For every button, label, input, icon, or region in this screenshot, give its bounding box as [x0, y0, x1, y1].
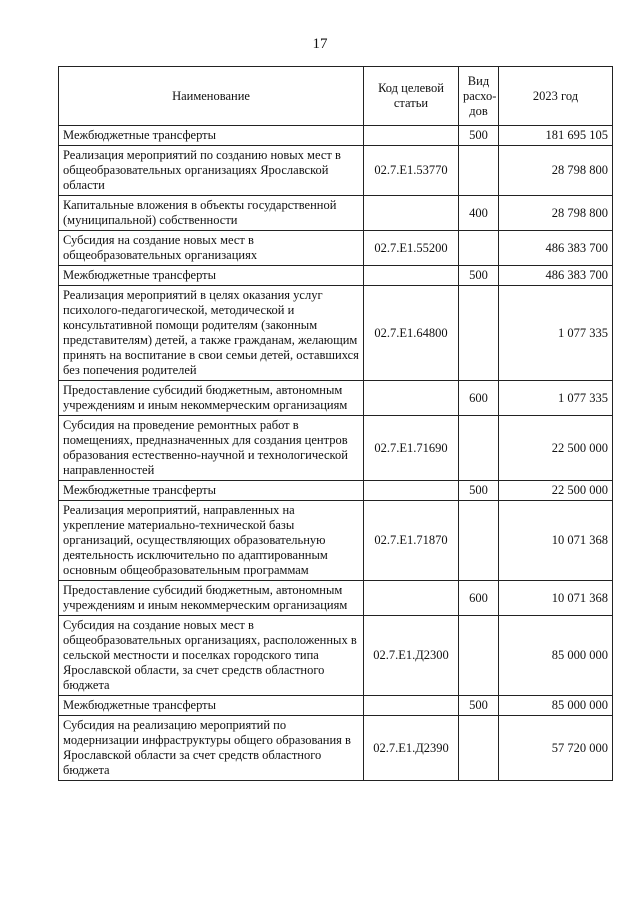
- name-cell: Предоставление субсидий бюджетным, автономным учреждениям и иным некоммерческим организациям: [59, 381, 364, 416]
- name-cell: Реализация мероприятий, направленных на укрепление материально-технической базы организаций, осуществляющих образовательную деятельность исключительно по адаптированным основным общеобразовательным программам: [59, 501, 364, 581]
- kind-cell: 400: [459, 196, 499, 231]
- table-row: [59, 501, 613, 581]
- kind-cell: 500: [459, 126, 499, 146]
- code-cell: [364, 266, 459, 286]
- amount-cell: 10 071 368: [499, 501, 613, 581]
- table-row: [59, 196, 613, 231]
- name-cell: Реализация мероприятий по созданию новых мест в общеобразовательных организациях Ярославской области: [59, 146, 364, 196]
- header-name: Наименование: [59, 67, 364, 126]
- kind-cell: [459, 416, 499, 481]
- amount-cell: 1 077 335: [499, 381, 613, 416]
- table-row: [59, 266, 613, 286]
- kind-cell: 600: [459, 581, 499, 616]
- table-row: [59, 286, 613, 381]
- amount-cell: 10 071 368: [499, 581, 613, 616]
- kind-cell: 500: [459, 481, 499, 501]
- table-row: [59, 126, 613, 146]
- code-cell: [364, 381, 459, 416]
- table-header-row: [59, 67, 613, 126]
- table-row: [59, 231, 613, 266]
- name-cell: Субсидия на реализацию мероприятий по модернизации инфраструктуры общего образования в Ярославской области за счет средств областного бюджета: [59, 716, 364, 781]
- code-cell: 02.7.E1.Д2300: [364, 616, 459, 696]
- amount-cell: 22 500 000: [499, 416, 613, 481]
- header-kind: Вид расхо-дов: [459, 67, 499, 126]
- budget-table: [58, 66, 613, 781]
- header-year: 2023 год: [499, 67, 613, 126]
- name-cell: Межбюджетные трансферты: [59, 126, 364, 146]
- table-row: [59, 696, 613, 716]
- amount-cell: 85 000 000: [499, 616, 613, 696]
- code-cell: [364, 581, 459, 616]
- amount-cell: 181 695 105: [499, 126, 613, 146]
- kind-cell: [459, 146, 499, 196]
- kind-cell: [459, 286, 499, 381]
- code-cell: [364, 126, 459, 146]
- table-row: [59, 416, 613, 481]
- name-cell: Предоставление субсидий бюджетным, автономным учреждениям и иным некоммерческим организациям: [59, 581, 364, 616]
- amount-cell: 57 720 000: [499, 716, 613, 781]
- table-row: [59, 581, 613, 616]
- table-body: [59, 126, 613, 781]
- kind-cell: [459, 231, 499, 266]
- code-cell: 02.7.E1.53770: [364, 146, 459, 196]
- name-cell: Межбюджетные трансферты: [59, 266, 364, 286]
- code-cell: [364, 196, 459, 231]
- code-cell: 02.7.E1.71690: [364, 416, 459, 481]
- kind-cell: [459, 501, 499, 581]
- amount-cell: 28 798 800: [499, 146, 613, 196]
- name-cell: Капитальные вложения в объекты государственной (муниципальной) собственности: [59, 196, 364, 231]
- amount-cell: 486 383 700: [499, 266, 613, 286]
- code-cell: 02.7.E1.64800: [364, 286, 459, 381]
- name-cell: Межбюджетные трансферты: [59, 481, 364, 501]
- table-row: [59, 716, 613, 781]
- code-cell: [364, 696, 459, 716]
- table-row: [59, 146, 613, 196]
- table-row: [59, 481, 613, 501]
- kind-cell: [459, 616, 499, 696]
- kind-cell: 600: [459, 381, 499, 416]
- code-cell: 02.7.E1.55200: [364, 231, 459, 266]
- name-cell: Субсидия на проведение ремонтных работ в помещениях, предназначенных для создания центров образования естественно-научной и технологической направленностей: [59, 416, 364, 481]
- table-row: [59, 381, 613, 416]
- page-number: 17: [312, 36, 328, 52]
- code-cell: [364, 481, 459, 501]
- amount-cell: 28 798 800: [499, 196, 613, 231]
- code-cell: 02.7.E1.71870: [364, 501, 459, 581]
- code-cell: 02.7.E1.Д2390: [364, 716, 459, 781]
- header-code: Код целевой статьи: [364, 67, 459, 126]
- kind-cell: [459, 716, 499, 781]
- amount-cell: 22 500 000: [499, 481, 613, 501]
- name-cell: Межбюджетные трансферты: [59, 696, 364, 716]
- name-cell: Субсидия на создание новых мест в общеобразовательных организациях: [59, 231, 364, 266]
- name-cell: Субсидия на создание новых мест в общеобразовательных организациях, расположенных в сельской местности и поселках городского типа Ярославской области, за счет средств областного бюджета: [59, 616, 364, 696]
- amount-cell: 486 383 700: [499, 231, 613, 266]
- amount-cell: 1 077 335: [499, 286, 613, 381]
- amount-cell: 85 000 000: [499, 696, 613, 716]
- kind-cell: 500: [459, 266, 499, 286]
- table-row: [59, 616, 613, 696]
- kind-cell: 500: [459, 696, 499, 716]
- name-cell: Реализация мероприятий в целях оказания услуг психолого-педагогической, методической и консультативной помощи родителям (законным представителям) детей, а также гражданам, желающим принять на воспитание в свои семьи детей, оставшихся без попечения родителей: [59, 286, 364, 381]
